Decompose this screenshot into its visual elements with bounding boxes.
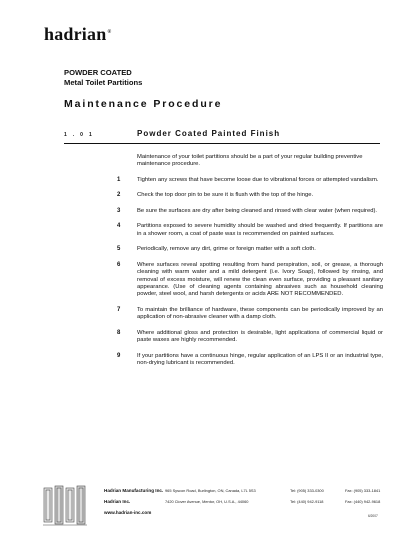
list-item xyxy=(117,192,383,199)
product-line-2: Metal Toilet Partitions xyxy=(64,78,143,87)
document-code: 6/2007 xyxy=(368,514,378,518)
item-text: Periodically, remove any dirt, grime or foreign matter with a soft cloth. xyxy=(137,246,316,253)
item-number: 4 xyxy=(117,223,121,230)
procedure-list xyxy=(117,176,383,368)
phone-canada: Tel: (905) 333-0300 xyxy=(290,488,324,493)
item-number: 9 xyxy=(117,352,121,359)
list-item xyxy=(117,207,383,215)
address-canada: 965 Syscon Road, Burlington, ON, Canada, L7L 5S3 xyxy=(165,488,256,493)
item-number: 1 xyxy=(117,176,121,183)
item-number: 5 xyxy=(117,246,121,253)
fax-canada: Fax: (905) 333-1841 xyxy=(345,488,381,493)
website-link[interactable]: www.hadrian-inc.com xyxy=(104,510,152,515)
list-item xyxy=(117,352,383,368)
section-divider xyxy=(64,143,380,144)
product-line-1: POWDER COATED xyxy=(64,68,132,77)
partition-graphic-icon xyxy=(42,484,88,528)
list-item xyxy=(117,329,383,345)
item-text: Partitions exposed to severe humidity should be washed and dried frequently. If partitions are in a shower room, a coat of paste wax is recommended on painted surfaces. xyxy=(137,223,383,237)
registered-mark: ® xyxy=(107,30,112,35)
list-item xyxy=(117,306,383,322)
section-number: 1.01 xyxy=(64,132,98,138)
list-item xyxy=(117,176,383,184)
list-item xyxy=(117,261,383,299)
item-text: If your partitions have a continuous hinge, regular application of an LPS II or an industrial type, non-drying lubricant is recommended. xyxy=(137,352,383,367)
item-number: 3 xyxy=(117,207,121,214)
address-usa: 7420 Clover Avenue, Mentor, OH, U.S.A., 44060 xyxy=(165,499,249,504)
intro-paragraph: Maintenance of your toilet partitions should be a part of your regular building preventive maintenance procedure. xyxy=(137,154,363,168)
brand-name: hadrian xyxy=(44,24,107,44)
list-item xyxy=(117,246,383,253)
item-text: To maintain the brilliance of hardware, these components can be periodically improved by an application of non-abrasive cleaner with a damp cloth. xyxy=(137,306,383,321)
item-text: Tighten any screws that have become loose due to vibrational forces or attempted vandalism. xyxy=(137,176,379,183)
item-text: Where surfaces reveal spotting resulting from hand perspiration, soil, or grease, a thorough cleaning with warm water and a mild detergent (i.e. Ivory Soap), followed by rinsing, and removal of excess moisture, will renew the clean even surface, providing a pleasant sanitary appearance. (Use of cleaning agents containing abrasives such as household cleaning powder, steel wool, and harsh detergents or acids ARE NOT RECOMMENDED. xyxy=(137,261,383,298)
product-title xyxy=(64,68,142,88)
section-title: Powder Coated Painted Finish xyxy=(137,129,281,138)
item-number: 7 xyxy=(117,306,121,313)
procedure-body xyxy=(117,154,383,376)
company-name-usa: Hadrian Inc. xyxy=(104,499,131,504)
page-footer xyxy=(0,484,420,540)
list-item xyxy=(117,223,383,238)
brand-logo xyxy=(44,24,111,45)
item-number: 2 xyxy=(117,192,121,199)
item-text: Be sure the surfaces are dry after being cleaned and rinsed with clear water (when required). xyxy=(137,207,378,214)
phone-usa: Tel: (440) 942-9118 xyxy=(290,499,324,504)
fax-usa: Fax: (440) 942-9618 xyxy=(345,499,381,504)
item-text: Check the top door pin to be sure it is flush with the top of the hinge. xyxy=(137,192,314,199)
company-name-canada: Hadrian Manufacturing Inc. xyxy=(104,488,164,493)
document-title: Maintenance Procedure xyxy=(64,98,223,110)
item-number: 8 xyxy=(117,329,121,336)
item-number: 6 xyxy=(117,261,121,268)
item-text: Where additional gloss and protection is desirable, light applications of commercial liquid or paste waxes are highly recommended. xyxy=(137,329,383,344)
